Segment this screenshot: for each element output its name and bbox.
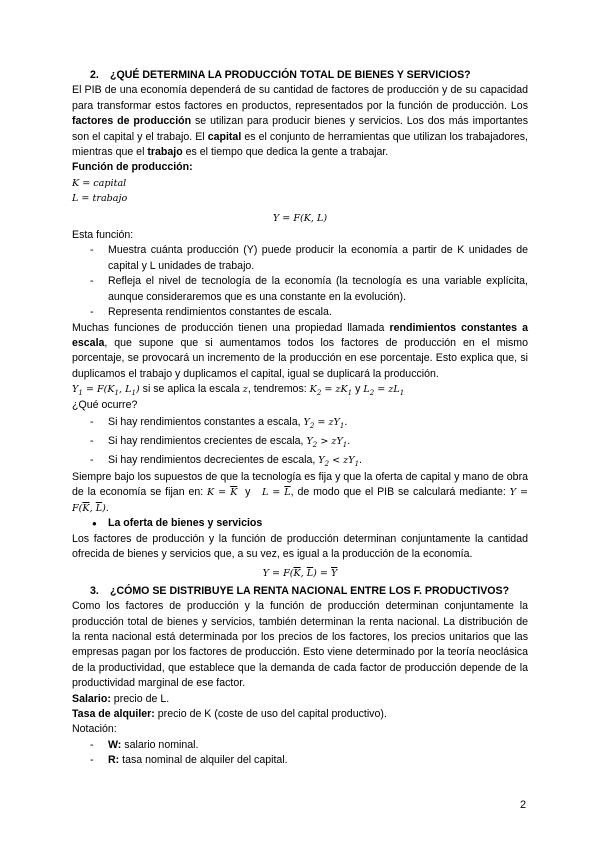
notation-list	[72, 738, 528, 769]
page-number: 2	[520, 799, 527, 811]
equation-production: Y = F(K, L)	[272, 212, 328, 224]
paragraph-assumptions: Siempre bajo los supuestos de que la tecnología es fija y que la oferta de capital y mano de obra de la economía se fijan en: $K = \overline{K}$ y $L = \overline{L}$, de modo que el PIB se calculará mediante: $Y = F(\overline{K}$, $\overline{L}$).	[72, 470, 529, 514]
section-2-heading: 2. ¿QUÉ DETERMINA LA PRODUCCIÓN TOTAL DE BIENES Y SERVICIOS?	[90, 69, 471, 81]
list-item: - Si hay rendimientos constantes a escala, $Y_2 = zY_1$.	[90, 415, 348, 430]
tasa-line: Tasa de alquiler: precio de K (coste de uso del capital productivo).	[72, 708, 387, 721]
list-item: - Si hay rendimientos crecientes de escala, $Y_2 > zY_1$.	[90, 434, 351, 449]
list-item: ● La oferta de bienes y servicios	[92, 517, 263, 530]
supply-bullet-list	[72, 516, 528, 531]
equation-supply: $Y = F(\overline{K}$, $\overline{L}) = \overline{Y}$	[262, 568, 338, 580]
returns-cases-list	[72, 413, 528, 470]
list-item: - W: salario nominal.	[90, 738, 199, 751]
que-ocurre: ¿Qué ocurre?	[72, 398, 138, 411]
scale-equation-line: $Y_1 = F(K_1$, $L_1$) si se aplica la escala z, tendremos: $K_2 = zK_1$ y $L_2 = zL_1$	[72, 383, 405, 398]
salario-line: Salario: precio de L.	[72, 692, 170, 705]
paragraph-supply: Los factores de producción y la función de producción determinan conjuntamente la cantidad ofrecida de bienes y servicios que, a su vez, es igual a la producción de la economía.	[72, 532, 528, 560]
definition-l: L = trabajo	[72, 193, 128, 205]
esta-funcion: Esta función:	[72, 229, 134, 242]
paragraph-distribution: Como los factores de producción y la función de producción determinan conjuntamente la producción total de bienes y servicios, también determinan la renta nacional. La distribución de la renta nacional está determinada por los precios de los factores, los precios unitarios que las empresas pagan por los factores de producción. Esto viene determinado por la teoría neoclásica de la productividad, que establece que la demanda de cada factor de producción depende de la productividad marginal de ese factor.	[72, 600, 528, 690]
section-3-heading: 3. ¿CÓMO SE DISTRIBUYE LA RENTA NACIONAL ENTRE LOS F. PRODUCTIVOS?	[90, 584, 510, 597]
paragraph-returns: Muchas funciones de producción tienen una propiedad llamada rendimientos constantes a escala, que supone que si aumentamos todos los factores de producción en el mismo porcentaje, se provocará un incremento de la producción en ese porcentaje. Esto explica que, si duplicamos el trabajo y duplicamos el capital, igual se duplicará la producción.	[72, 321, 528, 380]
list-item: - Representa rendimientos constantes de escala.	[90, 306, 332, 319]
production-function-heading: Función de producción:	[72, 161, 193, 174]
list-item: - R: tasa nominal de alquiler del capital.	[90, 754, 288, 767]
list-item: - Refleja el nivel de tecnología de la economía (la tecnología es una variable explícita, aunque consideraremos que es una constante en la evolución).	[90, 275, 528, 303]
function-properties-list	[72, 243, 528, 320]
list-item: - Si hay rendimientos decrecientes de escala, $Y_2 < zY_1$.	[90, 453, 362, 468]
paragraph-factors: El PIB de una economía dependerá de su cantidad de factores de producción y de su capacidad para transformar estos factores en productos, representados por la función de producción. Los factores de producción se utilizan para producir bienes y servicios. Los dos más importantes son el capital y el trabajo. El capital es el conjunto de herramientas que utilizan los trabajadores, mientras que el trabajo es el tiempo que dedica la gente a trabajar.	[72, 84, 528, 159]
definition-k: K = capital	[72, 177, 127, 189]
notacion-heading: Notación:	[72, 723, 117, 736]
list-item: - Muestra cuánta producción (Y) puede producir la economía a partir de K unidades de capital y L unidades de trabajo.	[90, 244, 528, 272]
page-body	[72, 68, 528, 769]
